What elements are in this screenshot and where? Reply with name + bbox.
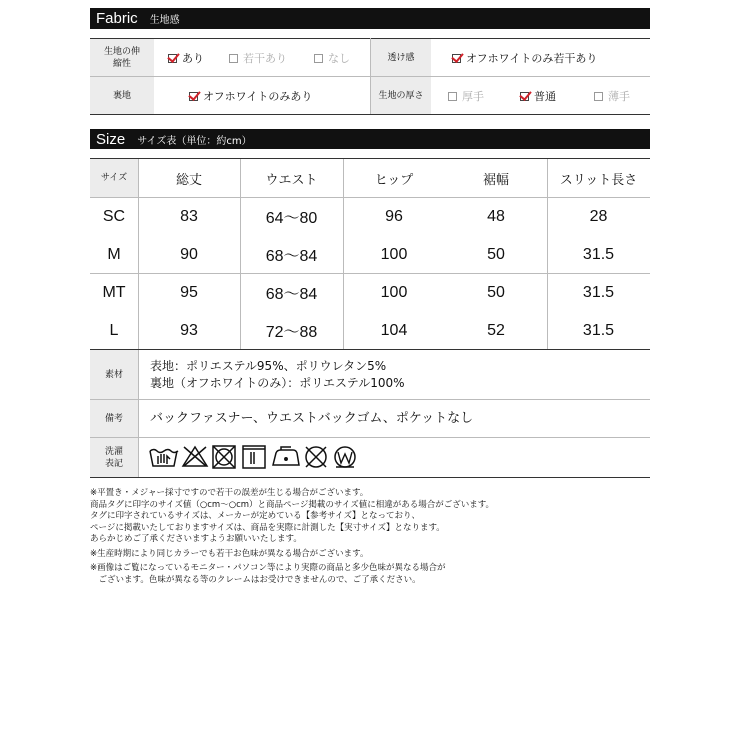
table-cell: 83 [180, 207, 198, 225]
checkbox-checked-icon [452, 54, 461, 63]
stretch-label: 生地の伸縮性 [90, 39, 154, 76]
table-cell: 100 [380, 245, 408, 263]
lining-label: 裏地 [90, 77, 154, 114]
table-cell: 93 [180, 321, 198, 339]
table-cell: 52 [487, 321, 505, 339]
checkbox-empty-icon [448, 92, 457, 101]
material-text [150, 358, 405, 392]
size-header-en: Size [96, 130, 126, 148]
checkbox-checked-icon [168, 54, 177, 63]
lining-option: オフホワイトのみあり [189, 88, 312, 104]
table-cell: 50 [487, 245, 505, 263]
size-row-label: MT [102, 283, 126, 301]
table-cell: 31.5 [582, 245, 615, 263]
checkbox-checked-icon [520, 92, 529, 101]
table-cell: 95 [180, 283, 198, 301]
table-cell: 31.5 [582, 283, 615, 301]
table-cell: 28 [589, 207, 608, 225]
table-cell: 50 [487, 283, 505, 301]
size-row-label: L [109, 321, 119, 339]
size-col-slit: スリット長さ [559, 172, 638, 188]
wet-clean-icon [335, 447, 355, 467]
stretch-option-none: なし [314, 50, 350, 66]
care-label: 洗濯表記 [90, 438, 138, 477]
fabric-header-jp: 生地感 [149, 15, 180, 26]
material-label: 素材 [90, 350, 138, 399]
stretch-option-slight: 若干あり [229, 50, 287, 66]
no-dry-clean-icon [306, 447, 326, 467]
note-line: ※平置き・メジャー採寸ですので若干の誤差が生じる場合がございます。 [90, 488, 369, 498]
note-line: 商品タグに印字のサイズ値（○cm〜○cm）と商品ページ掲載のサイズ値に相違がある場合がございます。 [90, 499, 495, 510]
no-tumble-dry-icon [213, 446, 235, 468]
checkbox-empty-icon [229, 54, 238, 63]
checkbox-empty-icon [594, 92, 603, 101]
size-header [90, 129, 650, 149]
table-cell: 64〜80 [265, 210, 318, 227]
drip-dry-icon [243, 446, 265, 468]
table-cell: 68〜84 [265, 248, 318, 265]
fabric-header [90, 8, 650, 29]
material-lining: 裏地（オフホワイトのみ）：ポリエステル100% [150, 376, 405, 390]
sheer-option: オフホワイトのみ若干あり [452, 50, 597, 66]
size-header-jp: サイズ表（単位：約cm） [137, 135, 252, 147]
table-cell: 96 [385, 207, 403, 225]
thickness-option-normal: 普通 [520, 88, 556, 104]
note-line: ※画像はご覧になっているモニター・パソコン等により実際の商品と多少色味が異なる場合が [90, 563, 446, 573]
low-iron-icon [273, 447, 299, 465]
no-bleach-icon [183, 447, 207, 466]
table-cell: 90 [180, 245, 198, 263]
remarks-text: バックファスナー、ウエストバックゴム、ポケットなし [150, 411, 474, 426]
table-cell: 68〜84 [265, 286, 318, 303]
stretch-option-yes: あり [168, 50, 204, 66]
note-line: ございます。色味が異なる等のクレームはお受けできませんので、ご了承ください。 [90, 574, 421, 585]
checkbox-empty-icon [314, 54, 323, 63]
table-cell: 100 [380, 283, 408, 301]
thickness-label: 生地の厚さ [371, 77, 431, 114]
hand-wash-icon [150, 450, 178, 467]
table-cell: 48 [487, 207, 505, 225]
thickness-option-thin: 薄手 [594, 88, 630, 104]
size-col-length: 総丈 [175, 172, 202, 188]
table-cell: 31.5 [582, 321, 615, 339]
size-col-hip: ヒップ [374, 172, 414, 188]
note-line: ※生産時期により同じカラーでも若干お色味が異なる場合がございます。 [90, 548, 369, 559]
care-symbols [148, 444, 360, 470]
size-row-label: M [107, 245, 121, 263]
note-line: あらかじめご了承くださいますようお願いいたします。 [90, 534, 302, 544]
remarks-label: 備考 [90, 400, 138, 437]
note-line: タグに印字されているサイズは、メーカーが定めている【参考サイズ】となっており、 [90, 511, 420, 521]
size-row-label: SC [102, 207, 126, 225]
size-column-label: サイズ [90, 159, 138, 197]
size-col-hem: 裾幅 [482, 172, 509, 188]
notes [90, 488, 494, 586]
fabric-header-en: Fabric [96, 10, 138, 27]
table-cell: 104 [380, 321, 408, 339]
table-cell: 72〜88 [265, 324, 318, 341]
thickness-option-thick: 厚手 [448, 88, 484, 104]
checkbox-checked-icon [189, 92, 198, 101]
sheer-label: 透け感 [371, 39, 431, 76]
size-col-waist: ウエスト [265, 172, 318, 188]
material-outer: 表地：ポリエステル95%、ポリウレタン5% [150, 359, 387, 373]
note-line: ページに掲載いたしておりますサイズは、商品を実際に計測した【実寸サイズ】となります。 [90, 522, 445, 533]
